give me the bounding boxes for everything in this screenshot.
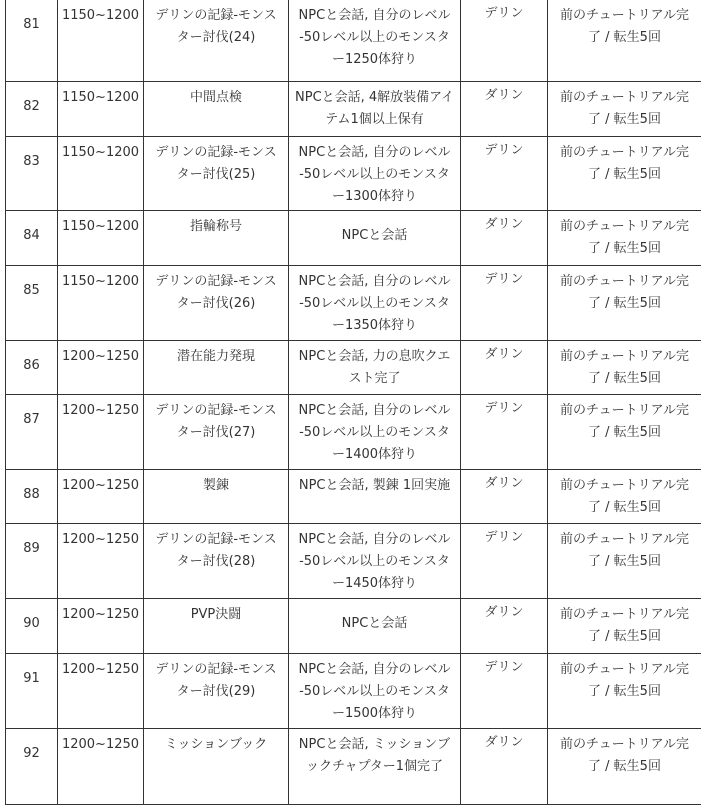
level-range: 1150~1200 — [58, 137, 144, 211]
level-range: 1200~1250 — [58, 470, 144, 524]
level-range: 1200~1250 — [58, 524, 144, 599]
level-range: 1200~1250 — [58, 341, 144, 395]
quest-condition: NPCと会話, 自分のレベル -50レベル以上のモンスター1400体狩り — [289, 395, 461, 470]
quest-npc: デリン — [461, 654, 548, 729]
quest-condition: NPCと会話, 自分のレベル -50レベル以上のモンスター1250体狩り — [289, 0, 461, 82]
quest-name: 指輪称号 — [144, 211, 289, 266]
quest-number: 88 — [6, 470, 58, 524]
table-row — [6, 599, 701, 654]
quest-number: 89 — [6, 524, 58, 599]
table-row — [6, 395, 701, 470]
table-row — [6, 137, 701, 211]
table-row — [6, 0, 701, 82]
level-range: 1150~1200 — [58, 211, 144, 266]
quest-condition: NPCと会話, 自分のレベル -50レベル以上のモンスター1450体狩り — [289, 524, 461, 599]
level-range: 1200~1250 — [58, 395, 144, 470]
quest-npc: デリン — [461, 524, 548, 599]
quest-requirement: 前のチュートリアル完了 / 転生5回 — [548, 0, 701, 82]
quest-name: PVP決闘 — [144, 599, 289, 654]
quest-number: 84 — [6, 211, 58, 266]
quest-condition: NPCと会話, 自分のレベル -50レベル以上のモンスター1350体狩り — [289, 266, 461, 341]
quest-name: デリンの記録-モンスター討伐(27) — [144, 395, 289, 470]
quest-number: 82 — [6, 82, 58, 137]
quest-npc: ダリン — [461, 341, 548, 395]
quest-name: 製錬 — [144, 470, 289, 524]
table-row — [6, 266, 701, 341]
tutorial-quest-table — [5, 0, 701, 805]
level-range: 1200~1250 — [58, 654, 144, 729]
table-row — [6, 82, 701, 137]
quest-number: 86 — [6, 341, 58, 395]
quest-npc: ダリン — [461, 470, 548, 524]
level-range: 1200~1250 — [58, 729, 144, 805]
level-range: 1200~1250 — [58, 599, 144, 654]
quest-name: デリンの記録-モンスター討伐(24) — [144, 0, 289, 82]
quest-number: 92 — [6, 729, 58, 805]
quest-name: 中間点検 — [144, 82, 289, 137]
quest-npc: デリン — [461, 137, 548, 211]
quest-requirement: 前のチュートリアル完了 / 転生5回 — [548, 524, 701, 599]
quest-npc: ダリン — [461, 599, 548, 654]
table-row — [6, 341, 701, 395]
quest-number: 91 — [6, 654, 58, 729]
quest-requirement: 前のチュートリアル完了 / 転生5回 — [548, 82, 701, 137]
quest-npc: デリン — [461, 395, 548, 470]
quest-requirement: 前のチュートリアル完了 / 転生5回 — [548, 341, 701, 395]
quest-condition: NPCと会話, 4解放装備アイテム1個以上保有 — [289, 82, 461, 137]
table-row — [6, 729, 701, 805]
quest-condition: NPCと会話, 自分のレベル -50レベル以上のモンスター1500体狩り — [289, 654, 461, 729]
quest-number: 83 — [6, 137, 58, 211]
quest-requirement: 前のチュートリアル完了 / 転生5回 — [548, 211, 701, 266]
quest-condition: NPCと会話, 製錬 1回実施 — [289, 470, 461, 524]
table-row — [6, 524, 701, 599]
quest-requirement: 前のチュートリアル完了 / 転生5回 — [548, 729, 701, 805]
level-range: 1150~1200 — [58, 0, 144, 82]
quest-condition: NPCと会話, 力の息吹クエスト完了 — [289, 341, 461, 395]
quest-number: 90 — [6, 599, 58, 654]
quest-name: デリンの記録-モンスター討伐(28) — [144, 524, 289, 599]
quest-condition: NPCと会話, 自分のレベル -50レベル以上のモンスター1300体狩り — [289, 137, 461, 211]
quest-number: 81 — [6, 0, 58, 82]
quest-condition: NPCと会話, ミッションブックチャプター1個完了 — [289, 729, 461, 805]
quest-requirement: 前のチュートリアル完了 / 転生5回 — [548, 470, 701, 524]
quest-requirement: 前のチュートリアル完了 / 転生5回 — [548, 266, 701, 341]
quest-requirement: 前のチュートリアル完了 / 転生5回 — [548, 599, 701, 654]
level-range: 1150~1200 — [58, 266, 144, 341]
quest-name: デリンの記録-モンスター討伐(26) — [144, 266, 289, 341]
table-row — [6, 654, 701, 729]
quest-npc: ダリン — [461, 82, 548, 137]
table-row — [6, 211, 701, 266]
quest-number: 85 — [6, 266, 58, 341]
quest-npc: デリン — [461, 0, 548, 82]
quest-npc: ダリン — [461, 729, 548, 805]
quest-number: 87 — [6, 395, 58, 470]
table-body — [6, 0, 701, 805]
quest-requirement: 前のチュートリアル完了 / 転生5回 — [548, 137, 701, 211]
quest-name: デリンの記録-モンスター討伐(25) — [144, 137, 289, 211]
quest-name: デリンの記録-モンスター討伐(29) — [144, 654, 289, 729]
quest-condition: NPCと会話 — [289, 599, 461, 654]
table-row — [6, 470, 701, 524]
quest-requirement: 前のチュートリアル完了 / 転生5回 — [548, 654, 701, 729]
quest-requirement: 前のチュートリアル完了 / 転生5回 — [548, 395, 701, 470]
quest-name: ミッションブック — [144, 729, 289, 805]
quest-npc: ダリン — [461, 211, 548, 266]
quest-name: 潜在能力発現 — [144, 341, 289, 395]
level-range: 1150~1200 — [58, 82, 144, 137]
quest-condition: NPCと会話 — [289, 211, 461, 266]
quest-npc: デリン — [461, 266, 548, 341]
